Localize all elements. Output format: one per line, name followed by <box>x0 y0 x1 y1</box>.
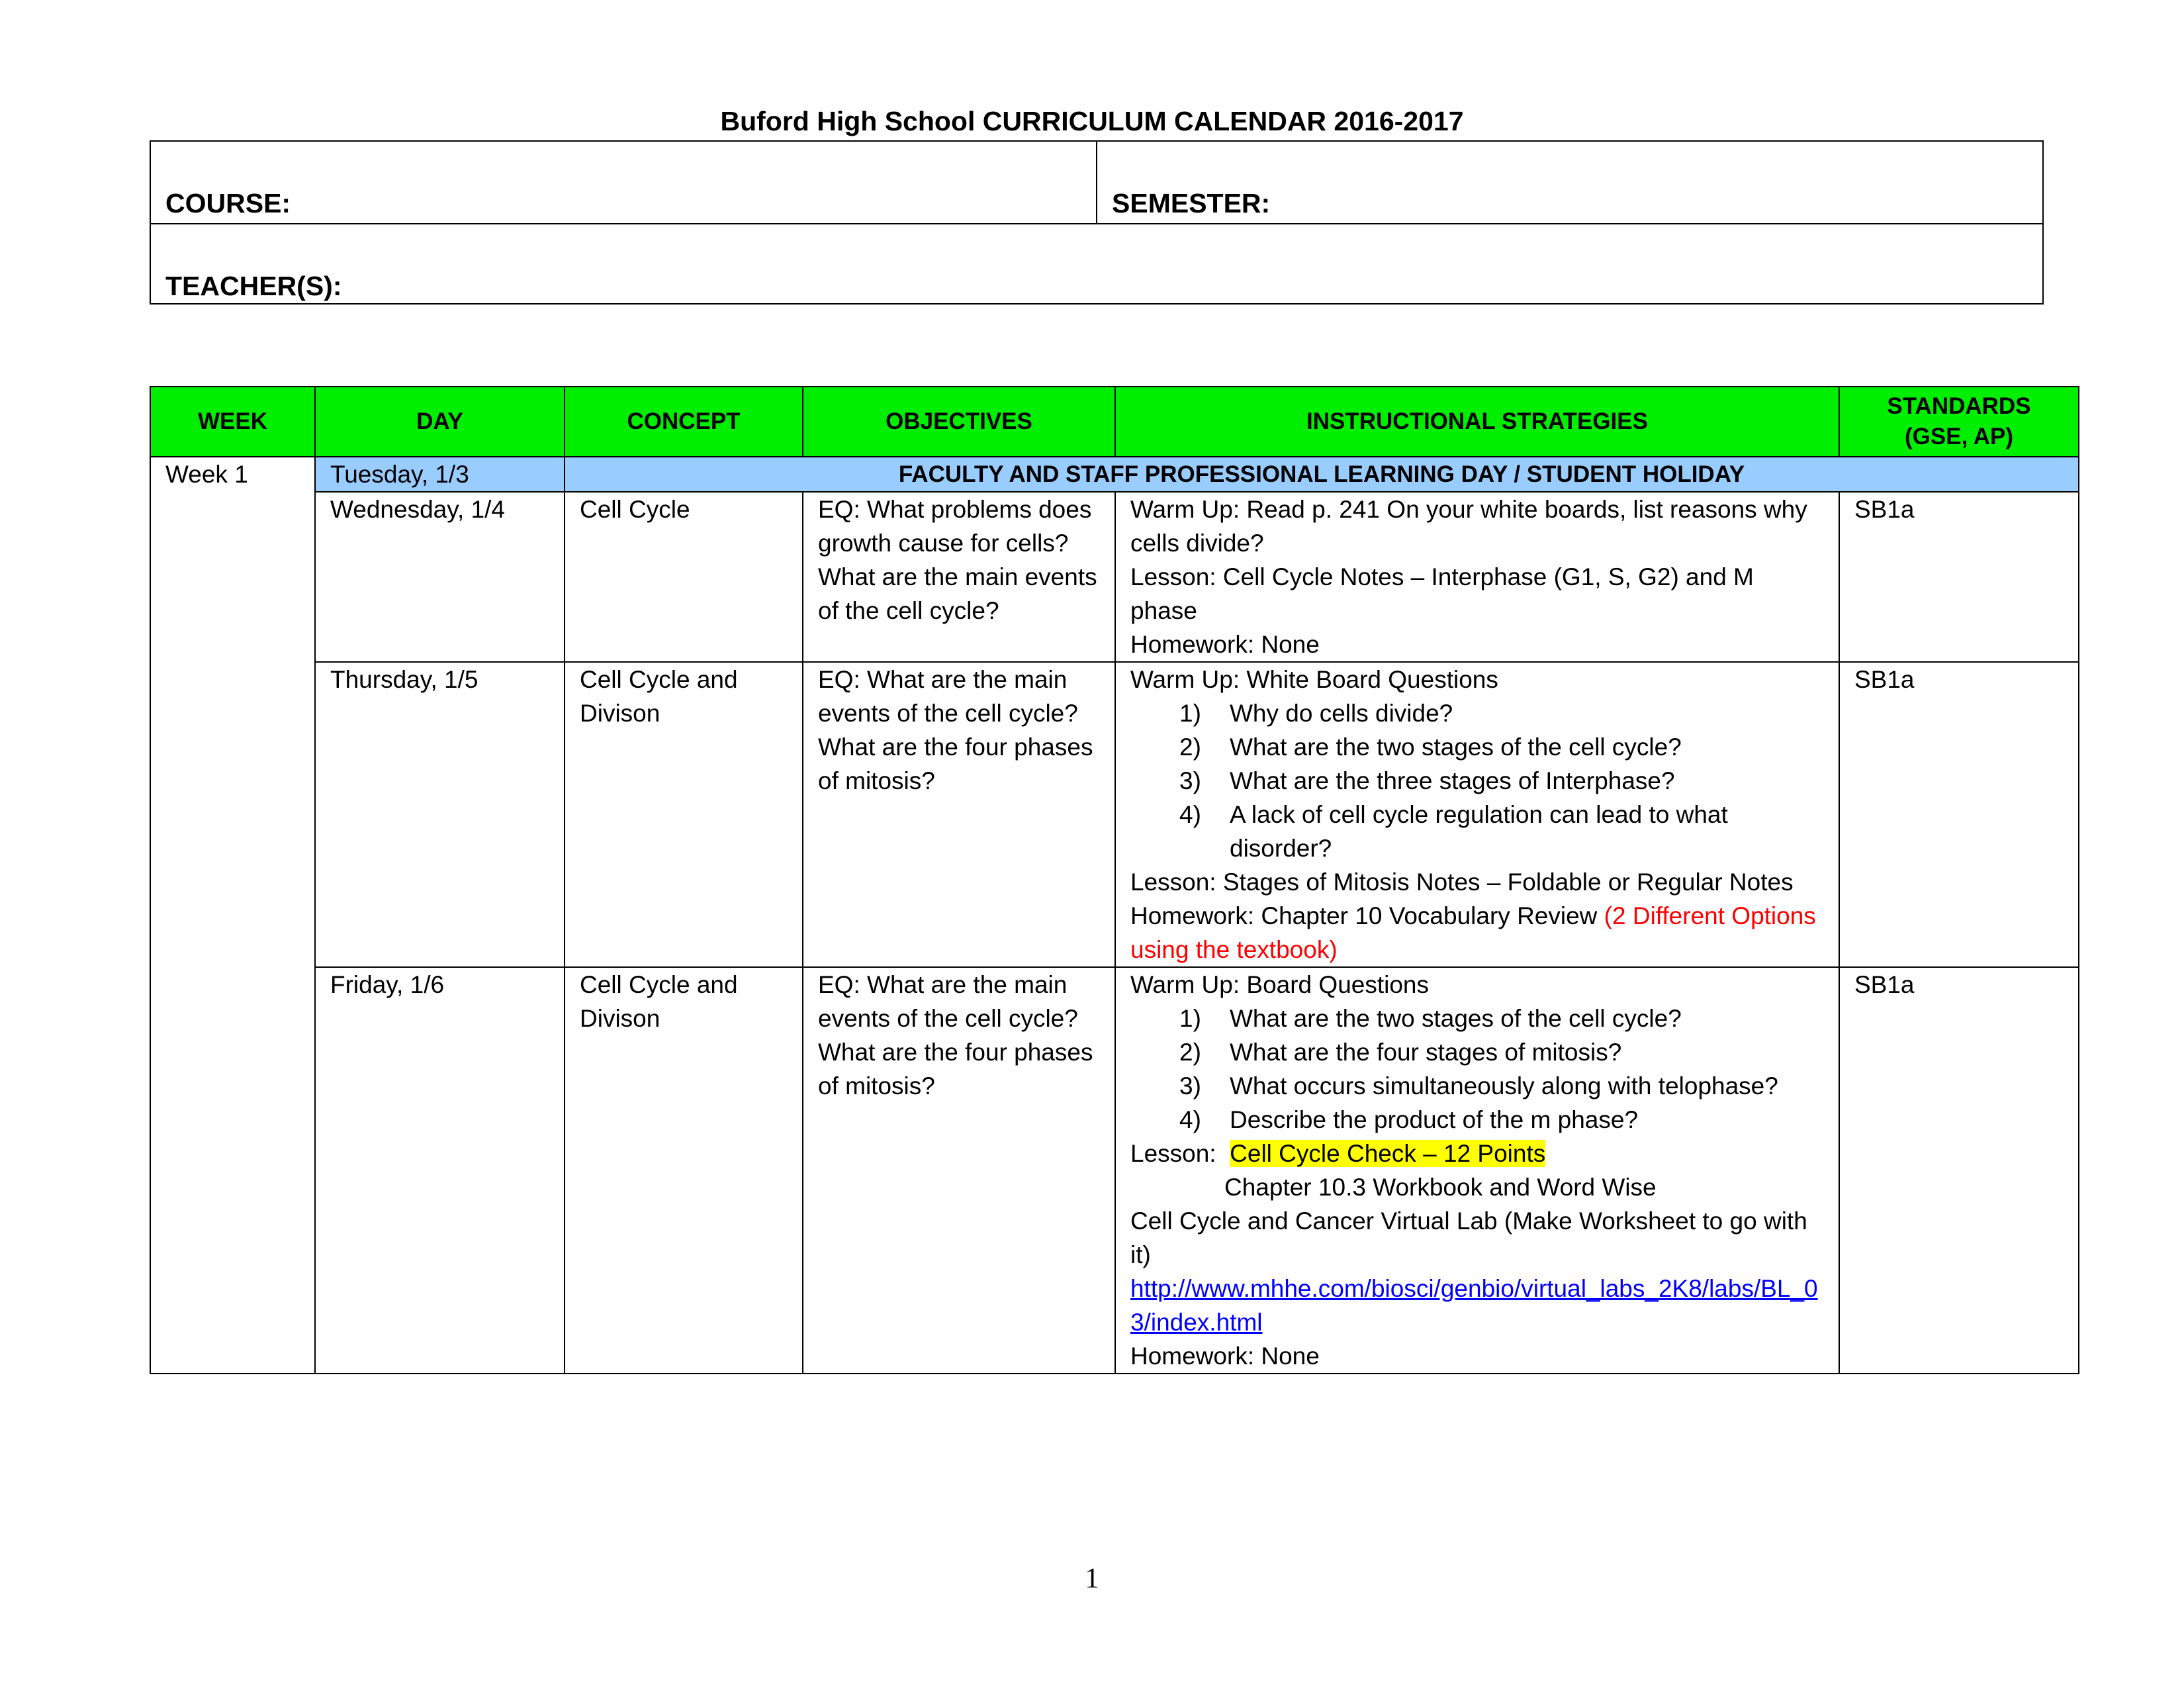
standards-cell: SB1a <box>1839 967 2079 1374</box>
question-text: What are the three stages of Interphase? <box>1230 767 1675 794</box>
homework-line <box>1130 899 1824 966</box>
header-week: WEEK <box>150 387 315 457</box>
standards-cell: SB1a <box>1839 492 2079 662</box>
question-text: What are the four stages of mitosis? <box>1230 1039 1622 1066</box>
semester-label: SEMESTER: <box>1112 188 1271 218</box>
week-cell: Week 1 <box>150 457 315 1374</box>
day-cell: Wednesday, 1/4 <box>315 492 565 662</box>
homework-text: Homework: None <box>1130 1342 1320 1370</box>
question-text: What are the two stages of the cell cycle? <box>1230 1005 1682 1032</box>
header-standards-line2: (GSE, AP) <box>1905 424 2013 449</box>
warmup-text: Warm Up: White Board Questions <box>1130 666 1498 693</box>
homework-text: Homework: None <box>1130 631 1320 658</box>
header-row <box>150 387 2079 457</box>
objectives-cell: EQ: What are the main events of the cell cycle? What are the four phases of mitosis? <box>803 967 1115 1374</box>
question-item <box>1130 764 1824 798</box>
virtual-lab-link[interactable]: http://www.mhhe.com/biosci/genbio/virtual_labs_2K8/labs/BL_03/index.html <box>1130 1275 1818 1336</box>
page-title: Buford High School CURRICULUM CALENDAR 2016-2017 <box>720 106 1464 136</box>
strategies-cell <box>1115 492 1839 662</box>
question-number: 3) <box>1179 767 1201 794</box>
day-cell: Friday, 1/6 <box>315 967 565 1374</box>
warmup-text: Warm Up: Read p. 241 On your white boards, list reasons why cells divide? <box>1130 496 1807 557</box>
concept-cell: Cell Cycle <box>565 492 803 662</box>
course-info-box <box>150 140 2044 305</box>
lesson-line <box>1130 1137 1824 1170</box>
question-number: 1) <box>1179 1005 1201 1032</box>
standards-cell: SB1a <box>1839 662 2079 967</box>
info-divider <box>1096 142 1097 224</box>
objectives-cell: EQ: What are the main events of the cell cycle? What are the four phases of mitosis? <box>803 662 1115 967</box>
teacher-label: TEACHER(S): <box>165 271 342 301</box>
question-number: 4) <box>1179 1106 1201 1133</box>
question-item <box>1130 1035 1824 1069</box>
header-day: DAY <box>315 387 565 457</box>
question-text: What are the two stages of the cell cycle? <box>1230 733 1682 761</box>
homework-text: Homework: Chapter 10 Vocabulary Review <box>1130 902 1598 929</box>
lesson-text: Lesson: Cell Cycle Notes – Interphase (G1, S, G2) and M phase <box>1130 563 1754 624</box>
table-row <box>150 662 2079 967</box>
course-semester-row <box>151 142 2042 224</box>
concept-cell: Cell Cycle and Divison <box>565 662 803 967</box>
question-item <box>1130 1069 1824 1103</box>
lesson-secondary: Chapter 10.3 Workbook and Word Wise <box>1224 1174 1657 1201</box>
question-number: 4) <box>1179 801 1201 828</box>
lesson-text: Lesson: Stages of Mitosis Notes – Foldable or Regular Notes <box>1130 868 1794 896</box>
question-number: 2) <box>1179 733 1201 761</box>
strategies-cell <box>1115 967 1839 1374</box>
lesson-highlight: Cell Cycle Check – 12 Points <box>1230 1140 1546 1167</box>
header-objectives: OBJECTIVES <box>803 387 1115 457</box>
question-item <box>1130 1103 1824 1137</box>
homework-note: (2 Different Options using the textbook) <box>1130 902 1816 963</box>
holiday-text: FACULTY AND STAFF PROFESSIONAL LEARNING DAY / STUDENT HOLIDAY <box>565 457 2079 492</box>
lab-text: Cell Cycle and Cancer Virtual Lab (Make Worksheet to go with it) <box>1130 1207 1807 1268</box>
question-text: A lack of cell cycle regulation can lead to what disorder? <box>1230 801 1728 862</box>
question-text: Describe the product of the m phase? <box>1230 1106 1639 1133</box>
page-number: 1 <box>1085 1563 1099 1594</box>
question-text: What occurs simultaneously along with telophase? <box>1230 1072 1778 1100</box>
question-item <box>1130 696 1824 730</box>
table-row <box>150 967 2079 1374</box>
header-strategies: INSTRUCTIONAL STRATEGIES <box>1115 387 1839 457</box>
table-row <box>150 492 2079 662</box>
strategies-cell <box>1115 662 1839 967</box>
question-text: Why do cells divide? <box>1230 700 1453 727</box>
question-item <box>1130 730 1824 764</box>
question-number: 1) <box>1179 700 1201 727</box>
warmup-text: Warm Up: Board Questions <box>1130 971 1430 998</box>
lesson-label: Lesson: <box>1130 1140 1216 1167</box>
day-cell: Thursday, 1/5 <box>315 662 565 967</box>
header-concept: CONCEPT <box>565 387 803 457</box>
question-item <box>1130 798 1824 865</box>
holiday-row <box>150 457 2079 492</box>
concept-cell: Cell Cycle and Divison <box>565 967 803 1374</box>
question-item <box>1130 1002 1824 1035</box>
curriculum-table <box>150 386 2079 1374</box>
course-label: COURSE: <box>165 188 291 218</box>
header-standards-line1: STANDARDS <box>1887 393 2031 419</box>
holiday-day: Tuesday, 1/3 <box>315 457 565 492</box>
question-number: 2) <box>1179 1039 1201 1066</box>
question-number: 3) <box>1179 1072 1201 1100</box>
objectives-cell: EQ: What problems does growth cause for cells? What are the main events of the cell cycle? <box>803 492 1115 662</box>
header-standards <box>1839 387 2079 457</box>
